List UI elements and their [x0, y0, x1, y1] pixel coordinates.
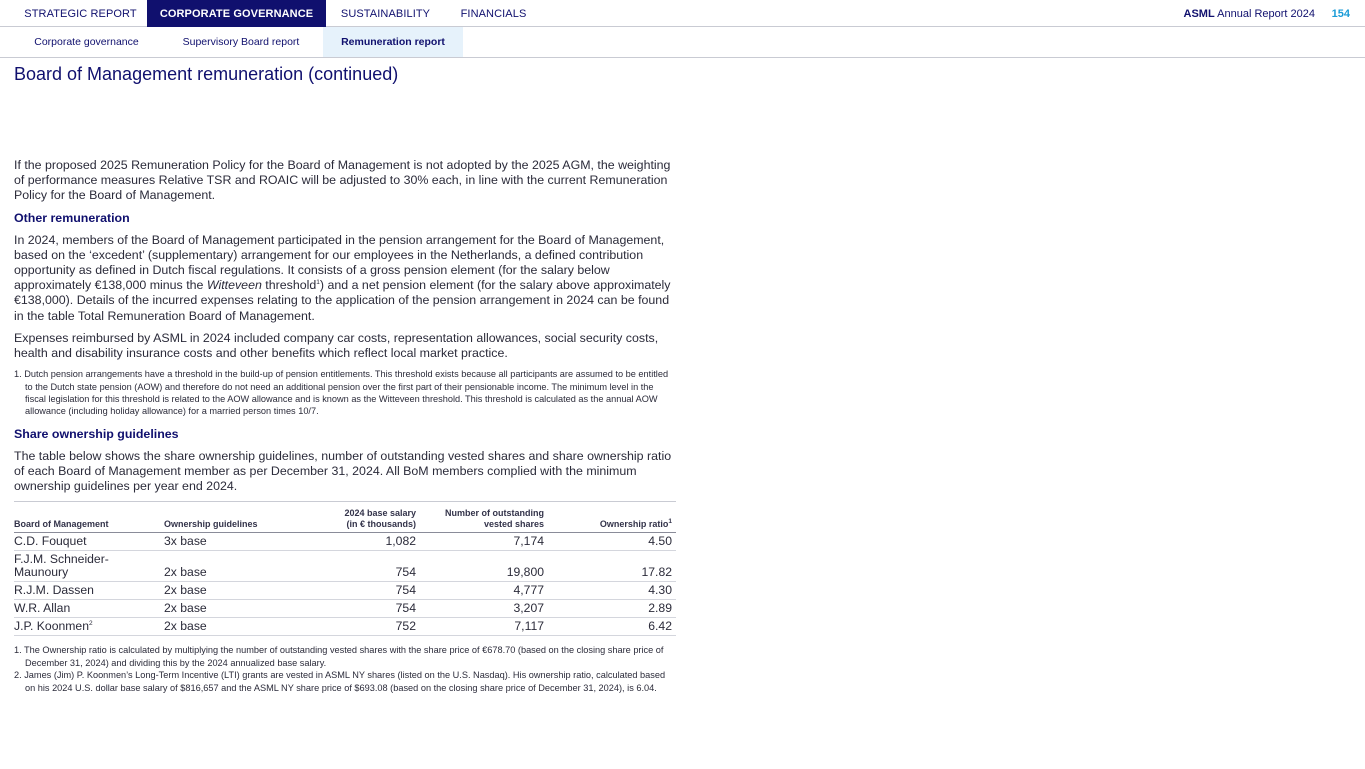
cell-member [14, 618, 164, 636]
cell-member: W.R. Allan [14, 600, 164, 618]
subtab-supervisory-board-report[interactable]: Supervisory Board report [182, 36, 300, 48]
cell-shares: 7,174 [420, 533, 548, 551]
member-footnote-ref[interactable]: 2 [88, 620, 93, 628]
cell-member: C.D. Fouquet [14, 533, 164, 551]
col-header-shares [420, 502, 548, 533]
expenses-paragraph: Expenses reimbursed by ASML in 2024 included company car costs, representation allowances, social security costs, health and disability insurance costs and other benefits which reflect local market practice. [14, 330, 659, 361]
footnote-text: 1. Dutch pension arrangements have a threshold in the build-up of pension entitlements. This threshold exists because all participants are assumed to be entitled to the Dutch state pension (AOW) and therefore do not need an additional pension over the first part of their pensionable income. The minimum level in the fiscal legislation for this threshold is related to the AOW allowance and is known as the Witteveen threshold. This threshold is calculated as the annual AOW allowance (including holiday allowance) for a married person times 10/7. [14, 369, 669, 417]
cell-salary: 752 [274, 618, 420, 636]
report-brand [1184, 0, 1315, 29]
share-ownership-paragraph: The table below shows the share ownership guidelines, number of outstanding vested shares and share ownership ratio of each Board of Management member as per December 31, 2024. All BoM members complied with the minimum ownership guidelines per year end 2024. [14, 448, 672, 494]
pension-text-a: In 2024, members of the Board of Management participated in the pension arrangement for the Board of Management, based on the ‘excedent’ (supplementary) arrangement for our employees in the Netherlands, a defined contribution opportunity as defined in Dutch fiscal regulations. It consists of a gross pension element (for the salary below approximately €138,000 minus the [14, 232, 665, 293]
cell-guideline: 2x base [164, 551, 274, 582]
cell-member: R.J.M. Dassen [14, 582, 164, 600]
col-header-salary [274, 502, 420, 533]
table-row [14, 551, 676, 582]
tab-financials[interactable]: FINANCIALS [460, 8, 527, 20]
cell-salary: 1,082 [274, 533, 420, 551]
main-content [14, 158, 676, 694]
cell-shares: 7,117 [420, 618, 548, 636]
cell-guideline: 2x base [164, 600, 274, 618]
cell-salary: 754 [274, 582, 420, 600]
page-title: Board of Management remuneration (continued) [14, 64, 399, 84]
intro-paragraph: If the proposed 2025 Remuneration Policy for the Board of Management is not adopted by the 2025 AGM, the weighting of performance measures Relative TSR and ROAIC will be adjusted to 30% each, in line with the current Remuneration Policy for the Board of Management. [14, 158, 671, 203]
pension-text-c: ) and a net pension element (for the salary above approximately €138,000). Details of the incurred expenses relating to the application of the pension arrangement in 2024 can be found in the table Total Remuneration Board of Management. [14, 278, 671, 323]
cell-shares: 19,800 [420, 551, 548, 582]
other-remuneration-heading: Other remuneration [14, 210, 130, 225]
table-row [14, 533, 676, 551]
salary-header-line2: (in € thousands) [346, 519, 416, 530]
brand-name: ASML [1183, 8, 1215, 20]
cell-member: F.J.M. Schneider-Maunoury [14, 551, 164, 582]
cell-guideline: 3x base [164, 533, 274, 551]
cell-ratio: 2.89 [548, 600, 676, 618]
table-row [14, 582, 676, 600]
cell-ratio: 4.30 [548, 582, 676, 600]
cell-ratio: 6.42 [548, 618, 676, 636]
cell-salary: 754 [274, 600, 420, 618]
tab-strategic-report[interactable]: STRATEGIC REPORT [24, 8, 137, 20]
shares-header-line1: Number of outstanding [445, 508, 544, 519]
ratio-footnote-ref[interactable]: 1 [668, 518, 672, 526]
page-number: 154 [1331, 8, 1350, 20]
cell-guideline: 2x base [164, 582, 274, 600]
cell-salary: 754 [274, 551, 420, 582]
col-header-guideline: Ownership guidelines [164, 502, 274, 533]
table-row [14, 600, 676, 618]
table-footnotes [14, 644, 676, 694]
subtab-remuneration-report[interactable]: Remuneration report [323, 27, 463, 57]
cell-shares: 3,207 [420, 600, 548, 618]
cell-ratio: 4.50 [548, 533, 676, 551]
shares-header-line2: vested shares [483, 519, 544, 530]
share-ownership-table [14, 501, 676, 636]
top-navigation [0, 0, 1365, 27]
share-ownership-heading: Share ownership guidelines [14, 426, 179, 441]
brand-report-title: Annual Report 2024 [1214, 8, 1315, 20]
table-footnote-1: 1. The Ownership ratio is calculated by multiplying the number of outstanding vested shares with the share price of €678.70 (based on the closing share price of December 31, 2024) and dividing this by the 2024 annualized base salary. [14, 645, 664, 668]
tab-corporate-governance[interactable]: CORPORATE GOVERNANCE [147, 0, 326, 27]
cell-guideline: 2x base [164, 618, 274, 636]
footnote-ref-1[interactable]: 1 [316, 279, 320, 287]
cell-ratio: 17.82 [548, 551, 676, 582]
pension-paragraph [14, 233, 676, 324]
pension-footnote [14, 368, 676, 418]
subtab-corporate-governance[interactable]: Corporate governance [34, 36, 139, 48]
table-header-row [14, 502, 676, 533]
pension-text-italic: Witteveen [206, 278, 262, 293]
table-row [14, 618, 676, 636]
table-footnote-2: 2. James (Jim) P. Koonmen’s Long-Term Incentive (LTI) grants are vested in ASML NY shares (listed on the U.S. Nasdaq). His ownership ratio, calculated based on his 2024 U.S. dollar base salary of $816,657 and the ASML NY share price of $693.08 (based on the closing share price of December 31, 2024), is 6.04. [14, 670, 666, 693]
ratio-header-text: Ownership ratio [599, 519, 669, 530]
sub-navigation [0, 27, 1365, 58]
col-header-member: Board of Management [14, 502, 164, 533]
member-name: J.P. Koonmen [14, 619, 89, 634]
col-header-ratio [548, 502, 676, 533]
pension-text-b: threshold [261, 278, 317, 293]
salary-header-line1: 2024 base salary [344, 508, 416, 519]
cell-shares: 4,777 [420, 582, 548, 600]
tab-sustainability[interactable]: SUSTAINABILITY [340, 8, 431, 20]
